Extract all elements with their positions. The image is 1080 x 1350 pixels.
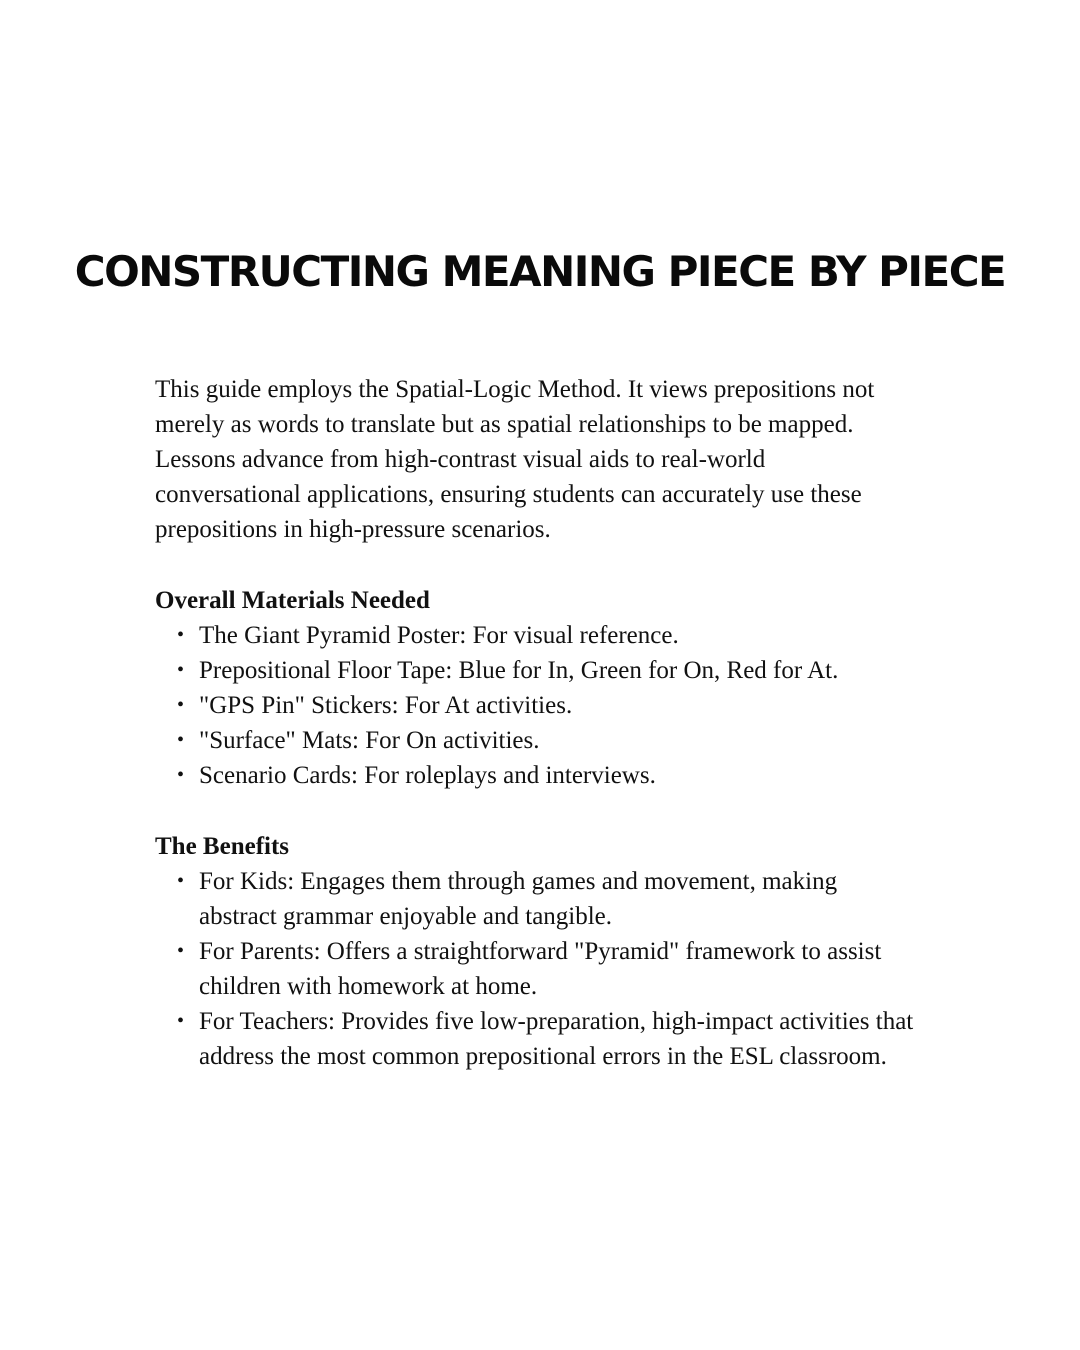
materials-item-gps-stickers: • "GPS Pin" Stickers: For At activities. — [199, 688, 915, 723]
benefits-item-kids: • For Kids: Engages them through games and movement, making abstract grammar enjoyable and tangible. — [199, 864, 915, 934]
benefits-item-teachers: • For Teachers: Provides five low-preparation, high-impact activities that address the most common prepositional errors in the ESL classroom. — [199, 1004, 915, 1074]
materials-item-floor-tape: • Prepositional Floor Tape: Blue for In, Green for On, Red for At. — [199, 653, 915, 688]
page-title: CONSTRUCTING MEANING PIECE BY PIECE — [74, 247, 1006, 296]
benefits-list — [155, 864, 915, 1074]
materials-heading: Overall Materials Needed — [155, 587, 430, 614]
benefits-heading: The Benefits — [155, 833, 290, 860]
materials-item-surface-mats: • "Surface" Mats: For On activities. — [199, 723, 915, 758]
materials-list — [155, 618, 915, 793]
materials-item-poster: • The Giant Pyramid Poster: For visual reference. — [199, 618, 915, 653]
materials-item-scenario-cards: • Scenario Cards: For roleplays and interviews. — [199, 758, 915, 793]
benefits-item-parents: • For Parents: Offers a straightforward "Pyramid" framework to assist children with homework at home. — [199, 934, 915, 1004]
intro-paragraph: This guide employs the Spatial-Logic Method. It views prepositions not merely as words to translate but as spatial relationships to be mapped. Lessons advance from high-contrast visual aids to real-world conversational applications, ensuring students can accurately use these prepositions in high-pressure scenarios. — [155, 376, 875, 543]
document-body — [155, 372, 915, 1074]
